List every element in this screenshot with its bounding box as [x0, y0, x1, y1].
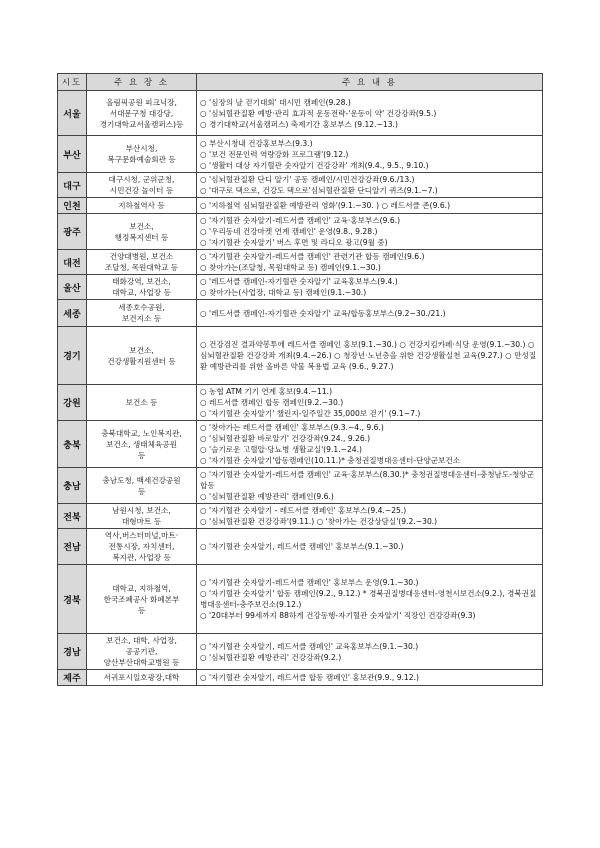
place-line: 부산시청, — [125, 144, 158, 153]
places-cell — [87, 136, 197, 173]
table-row — [58, 136, 543, 173]
region-cell: 경북 — [58, 565, 87, 634]
place-line: 지하철역사 등 — [118, 201, 165, 210]
table-row — [58, 198, 543, 214]
content-item: ○ '생활터 대상 자기혈관 숫자알기 건강강좌' 개최(9.4., 9.5., 9.10.) — [200, 160, 429, 170]
table-row — [58, 173, 543, 198]
content-cell — [197, 250, 543, 275]
content-item: ○ '심뇌혈관질환 예방관리' 캠페인(9.6.) — [200, 492, 334, 501]
place-line: 등 — [137, 450, 146, 460]
table-row — [58, 275, 543, 300]
content-cell — [197, 327, 543, 385]
places-cell — [87, 300, 197, 327]
content-item: ○ 찾아가는(조달청, 목원대학교 등) 캠페인(9.1.~30.) — [200, 263, 381, 272]
table-row — [58, 300, 543, 327]
places-cell — [87, 565, 197, 634]
content-item: ○ '자기혈관 숫자알기-레드서클 캠페인' 교육·홍보부스(9.6.) — [200, 216, 401, 225]
place-line: 건강생활지원센터 등 — [107, 356, 176, 366]
places-cell — [87, 327, 197, 385]
places-cell — [87, 421, 197, 468]
content-cell — [197, 91, 543, 136]
region-cell: 인천 — [58, 198, 87, 214]
content-item: ○ '심뇌혈관질환 건강강좌'(9.11.) ○ '찾아가는 건강상담실'(9.2.~30.) — [200, 517, 438, 526]
region-cell: 충남 — [58, 468, 87, 504]
place-line: 역사,버스터미널,마트· — [104, 531, 179, 540]
region-cell: 경남 — [58, 634, 87, 670]
region-cell: 전남 — [58, 529, 87, 565]
content-item: ○ '심뇌혈관질환 바로알기' 건강강좌(9.24., 9.26.) — [200, 434, 371, 443]
place-line: 시민건강 놀이터 등 — [109, 186, 174, 195]
content-cell — [197, 504, 543, 529]
region-cell: 전북 — [58, 504, 87, 529]
content-cell — [197, 300, 543, 327]
header-content: 주 요 내 용 — [197, 74, 543, 91]
place-line: 보건소, 대학, 사업장, — [106, 636, 177, 645]
table-row — [58, 529, 543, 565]
place-line: 태화강역, 보건소, — [112, 277, 171, 286]
place-line: 대학교, 사업장 등 — [112, 288, 171, 297]
places-cell — [87, 91, 197, 136]
table-header-row — [58, 74, 543, 91]
content-item: ○ '심뇌혈관질환 예방관리' 건강강좌(9.2.) — [200, 652, 342, 662]
content-item: ○ '슬기로운 고혈압·당뇨병 생활교실'(9.1.~24.) — [200, 445, 363, 454]
content-item: ○ '자기혈관 숫자알기-레드서클 캠페인' 관련기관 합동 캠페인(9.6.) — [200, 252, 425, 261]
content-item: ○ '심뇌혈관질환 예방·관리 효과적 운동전략-'운동이 약' 건강강좌(9.5.) — [200, 108, 437, 118]
table-row — [58, 565, 543, 634]
places-cell — [87, 529, 197, 565]
content-item: ○ 레드서클 캠페인 합동 캠페인(9.2.~30.) — [200, 398, 344, 407]
content-item: ○ '자기혈관 숫자알기' 버스 후면 및 라디오 광고(9월 중) — [200, 238, 388, 247]
content-cell — [197, 468, 543, 504]
content-item: ○ '대구로 댁으로, 건강도 댁으로'심뇌혈관질환 단디알기 퀴즈(9.1.~7.) — [200, 186, 438, 195]
region-cell: 광주 — [58, 214, 87, 250]
place-line: 세종호수공원, — [118, 303, 165, 312]
places-cell — [87, 214, 197, 250]
table-row — [58, 421, 543, 468]
table-row — [58, 468, 543, 504]
content-item: ○ '자기혈관 숫자알기, 레드서클 합동 캠페인' 홍보관(9.9., 9.12.) — [200, 673, 419, 682]
places-cell — [87, 385, 197, 421]
content-item: ○ '자기혈관 숫자알기-레드서클 캠페인' 교육·홍보부스(8.30.)* 충청권질병대응센터-충청남도-청양군 합동 — [200, 470, 534, 490]
places-cell — [87, 275, 197, 300]
content-cell — [197, 198, 543, 214]
place-line: 보건지소 등 — [121, 314, 162, 323]
content-item: ○ '보건 전문인력 역량강화 프로그램'(9.12.) — [200, 149, 349, 159]
content-cell — [197, 421, 543, 468]
place-line: 복지관, 사업장 등 — [112, 553, 171, 562]
region-cell: 서울 — [58, 91, 87, 136]
content-item: ○ '심뇌혈관질환 단디 알기' 공동 캠페인/시민건강강좌(9.6./13.) — [200, 175, 415, 184]
content-item: ○ '자기혈관 숫자알기, 레드서클 캠페인' 홍보부스(9.1.~30.) — [200, 542, 404, 551]
content-item: ○ '자기혈관 숫자알기' 챌린지-일주일간 35,000보 걷기' (9.1~7.) — [200, 409, 421, 418]
content-cell — [197, 275, 543, 300]
place-line: 보건소, — [129, 221, 154, 231]
places-cell — [87, 504, 197, 529]
table-body — [58, 91, 543, 686]
place-line: 경기대학교서울캠퍼스)등 — [99, 119, 184, 129]
table-row — [58, 250, 543, 275]
table-row — [58, 327, 543, 385]
region-cell: 충북 — [58, 421, 87, 468]
content-cell — [197, 670, 543, 686]
place-line: 등 — [137, 605, 146, 615]
content-item: ○ '찾아가는 레드서클 캠페인' 홍보부스(9.3.~4., 9.6.) — [200, 423, 384, 432]
content-cell — [197, 565, 543, 634]
content-item: ○ '자기혈관 숫자알기, 레드서클 캠페인' 교육홍보부스(9.1.~30.) — [200, 641, 419, 651]
place-line: 양산부산대학교병원 등 — [103, 658, 180, 667]
content-item: ○ '자기혈관 숫자알기'합동캠페인(10.11.)* 충청권질병대응센터-단양군보건소 — [200, 456, 461, 465]
region-cell: 세종 — [58, 300, 87, 327]
content-item: ○ '20대부터 99세까지 88하게 건강동행-자기혈관 숫자알기' 직장인 건강강좌(9.3) — [200, 611, 476, 620]
place-line: 대구시청, 군위군청, — [108, 175, 175, 184]
content-item: ○ '레드서클 캠페인-자기혈관 숫자알기' 교육홍보부스(9.4.) — [200, 277, 398, 286]
content-item: ○ 건강검진 결과약봉투에 레드서클 캠페인 홍보(9.1.~30.) ○ 건강지킴카페·식당 운영(9.1.~30.) ○ 심뇌혈관질환 건강강좌 개최(9.4.~26.) ○ 청장년·노년층을 위한 건강생활실천 교육(9.27.) ○ 만성질환 예방관리를 위한 올바른 약물 복용법 교육 (9.6., 9.27.) — [200, 340, 537, 371]
region-cell: 울산 — [58, 275, 87, 300]
table-row — [58, 91, 543, 136]
place-line: 보건소, — [129, 345, 154, 355]
content-cell — [197, 385, 543, 421]
campaign-table — [57, 73, 543, 686]
region-cell: 부산 — [58, 136, 87, 173]
table-row — [58, 385, 543, 421]
place-line: 한국조폐공사 화폐본부 — [103, 594, 180, 604]
content-cell — [197, 634, 543, 670]
region-cell: 강원 — [58, 385, 87, 421]
places-cell — [87, 634, 197, 670]
place-line: 등 — [137, 486, 146, 496]
content-cell — [197, 214, 543, 250]
content-item: ○ '자기혈관 숫자알기 - 레드서클 캠페인' 홍보부스(9.4.~25.) — [200, 506, 407, 515]
table-row — [58, 504, 543, 529]
content-item: ○ '지하철역 심뇌혈관질환 예방관리 영화'(9.1.~30. ) ○ 레드서클 존(9.6.) — [200, 201, 451, 210]
places-cell — [87, 173, 197, 198]
content-cell — [197, 136, 543, 173]
region-cell: 경기 — [58, 327, 87, 385]
table-row — [58, 214, 543, 250]
place-line: 보건소, 생태체육공원 — [106, 439, 177, 449]
place-line: 대형마트 등 — [121, 517, 162, 526]
region-cell: 제주 — [58, 670, 87, 686]
places-cell — [87, 468, 197, 504]
content-item: ○ 부산시청내 건강홍보부스(9.3.) — [200, 138, 313, 148]
place-line: 건양대병원, 보건소 — [109, 252, 174, 261]
place-line: 전통시장, 자치센터, — [108, 542, 175, 551]
places-cell — [87, 250, 197, 275]
header-places: 주 요 장 소 — [87, 74, 197, 91]
place-line: 올림픽공원 피크닉장, — [106, 97, 177, 107]
place-line: 조달청, 목원대학교 등 — [104, 263, 179, 272]
place-line: 행정복지센터 등 — [114, 232, 169, 242]
content-item: ○ 농협 ATM 기기 연계 홍보(9.4.~11.) — [200, 387, 333, 396]
table-row — [58, 670, 543, 686]
content-item: ○ '우리동네 건강마켓 연계 캠페인' 운영(9.8., 9.28.) — [200, 227, 378, 236]
place-line: 보건소 등 — [125, 398, 158, 407]
table-row — [58, 634, 543, 670]
content-cell — [197, 173, 543, 198]
place-line: 대학교, 지하철역, — [112, 583, 171, 593]
content-item: ○ 찾아가는(사업장, 대학교 등) 캠페인(9.1.~30.) — [200, 288, 367, 297]
region-cell: 대전 — [58, 250, 87, 275]
region-cell: 대구 — [58, 173, 87, 198]
content-item: ○ '레드서클 캠페인-자기혈관 숫자알기' 교육/합동홍보부스(9.2~30./21.) — [200, 308, 446, 318]
place-line: 충북대학교, 노인복지관, — [101, 428, 182, 438]
place-line: 남원시청, 보건소, — [112, 506, 171, 515]
place-line: 서귀포시일호광장,대학 — [103, 673, 180, 682]
content-item: ○ '자기혈관 숫자알기-레드서클 캠페인' 홍보부스 운영(9.1.~30.) — [200, 578, 419, 587]
place-line: 복구문화예술회관 등 — [107, 155, 176, 164]
place-line: 서대문구청 대강당, — [109, 108, 174, 118]
place-line: 충남도청, 백세건강공원 — [102, 475, 181, 485]
content-cell — [197, 529, 543, 565]
places-cell — [87, 670, 197, 686]
content-item: ○ '심장의 날 걷기대회' 대시민 캠페인(9.28.) — [200, 97, 351, 107]
place-line: 공공기관, — [125, 647, 158, 656]
header-region: 시도 — [58, 74, 87, 91]
content-item: ○ '자기혈관 숫자알기' 합동 캠페인(9.2., 9.12.) * 경북권질병대응센터-영천시보건소(9.2.), 경북권질병대응센터-충주보건소(9.12.) — [200, 589, 537, 609]
places-cell — [87, 198, 197, 214]
content-item: ○ 경기대학교(서울캠퍼스) 축제기간 홍보부스 (9.12.~13.) — [200, 119, 398, 129]
